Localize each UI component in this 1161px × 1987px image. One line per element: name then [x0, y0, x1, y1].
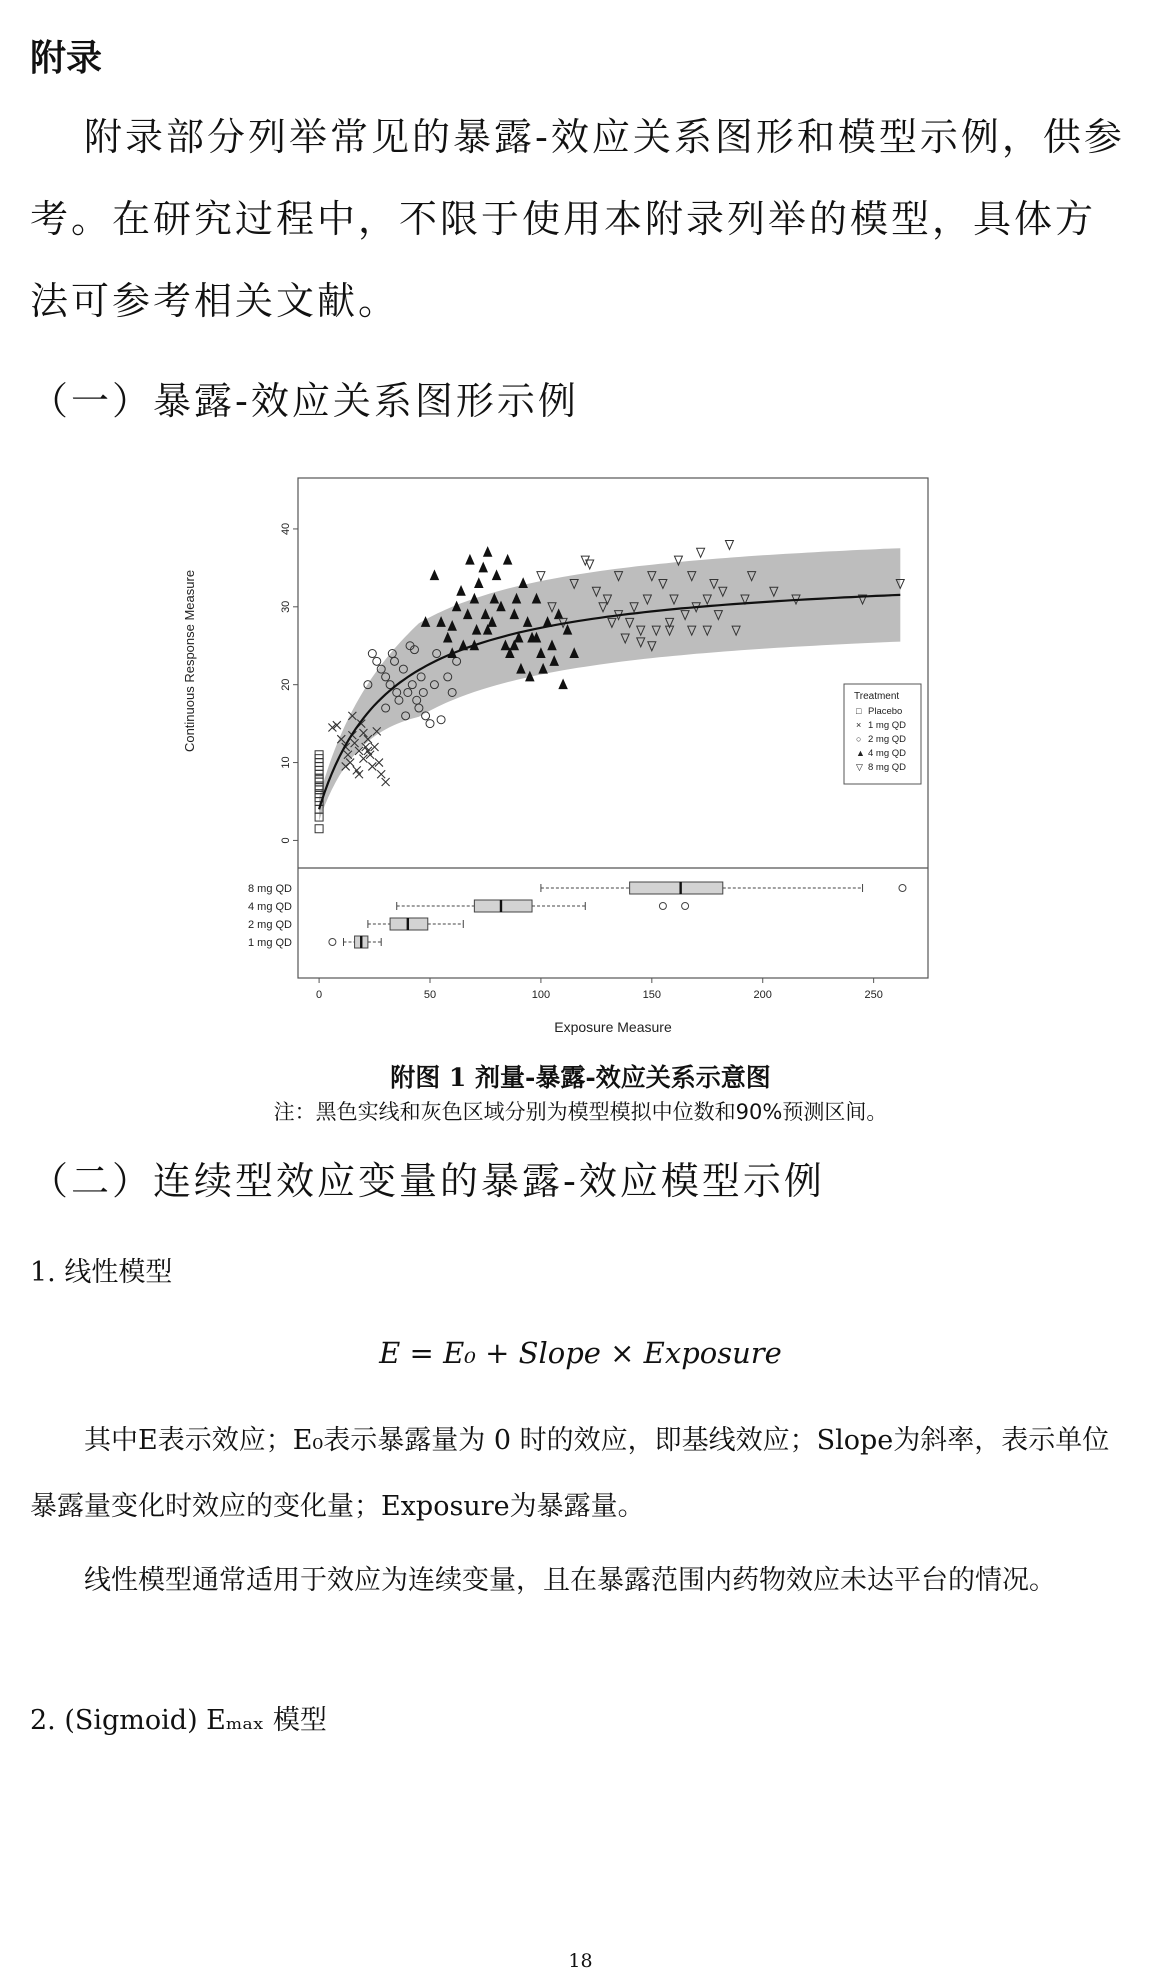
data-point [479, 563, 487, 572]
y-tick-label: 0 [280, 837, 292, 844]
x-tick-label: 50 [423, 989, 437, 1001]
x-tick-label: 250 [864, 989, 883, 1001]
legend-symbol: ▽ [856, 762, 863, 772]
box-iqr [474, 900, 532, 912]
legend-symbol: □ [856, 706, 862, 716]
x-axis-label: Exposure Measure [554, 1019, 672, 1035]
y-axis-label: Continuous Response Measure [182, 569, 197, 753]
box-row-label: 4 mg QD [247, 901, 292, 913]
exposure-response-figure [182, 470, 960, 1040]
legend-entry: Placebo [868, 706, 903, 717]
data-point [377, 770, 385, 778]
x-tick-label: 150 [642, 989, 661, 1001]
box-row-label: 1 mg QD [247, 937, 292, 949]
data-point [426, 720, 434, 728]
data-point [466, 555, 474, 564]
box-iqr [630, 882, 723, 894]
figure-note: 注：黑色实线和灰色区域分别为模型模拟中位数和90%预测区间。 [273, 1100, 888, 1124]
legend-symbol: ○ [856, 734, 862, 744]
section-2-heading: （二）连续型效应变量的暴露-效应模型示例 [30, 1159, 825, 1203]
x-tick-label: 0 [316, 989, 323, 1001]
page-number: 18 [568, 1950, 593, 1972]
data-point [537, 572, 545, 581]
y-tick-label: 30 [280, 600, 292, 613]
linear-model-paragraph: 线性模型通常适用于效应为连续变量，且在暴露范围内药物效应未达平台的情况。 [84, 1565, 1056, 1596]
data-point [457, 586, 465, 595]
box-row-label: 2 mg QD [247, 919, 292, 931]
legend-entry: 8 mg QD [868, 762, 907, 773]
where-paragraph: 其中E表示效应；E₀表示暴露量为 0 时的效应，即基线效应；Slope为斜率，表示单位暴露量变化时效应的变化量；Exposure为暴露量。 [30, 1425, 1110, 1522]
legend-entry: 1 mg QD [868, 720, 907, 731]
data-point [368, 650, 376, 658]
box-outlier [329, 939, 336, 946]
data-point [422, 712, 430, 720]
data-point [437, 716, 445, 724]
item-2-heading: 2. (Sigmoid) Eₘₐₓ 模型 [30, 1705, 327, 1736]
data-point [315, 813, 323, 821]
data-point [315, 825, 323, 833]
figure-caption: 附图 1 剂量-暴露-效应关系示意图 [390, 1063, 771, 1092]
data-point [519, 578, 527, 587]
data-point [697, 548, 705, 557]
prediction-band [319, 548, 903, 821]
box-outlier [899, 885, 906, 892]
legend-symbol: × [856, 720, 862, 730]
data-point [355, 770, 363, 778]
data-point [559, 680, 567, 689]
data-point [504, 555, 512, 564]
y-tick-label: 10 [280, 756, 292, 769]
box-outlier [682, 903, 689, 910]
linear-equation: E = E₀ + Slope × Exposure [379, 1336, 782, 1370]
data-point [430, 571, 438, 580]
legend-entry: 4 mg QD [868, 748, 907, 759]
legend-title: Treatment [854, 691, 900, 702]
legend [844, 684, 921, 784]
data-point [725, 541, 733, 550]
data-point [475, 578, 483, 587]
data-point [581, 556, 589, 565]
item-1-heading: 1. 线性模型 [30, 1257, 173, 1288]
y-tick-label: 40 [280, 522, 292, 536]
x-tick-label: 100 [531, 989, 551, 1001]
data-point [382, 778, 390, 786]
scatter-panel [315, 541, 907, 833]
section-1-heading: （一）暴露-效应关系图形示例 [30, 379, 579, 423]
legend-symbol: ▲ [856, 748, 865, 758]
box-outlier [659, 903, 666, 910]
intro-paragraph: 附录部分列举常见的暴露-效应关系图形和模型示例，供参考。在研究过程中，不限于使用本附录列举的模型，具体方法可参考相关文献。 [30, 115, 1125, 323]
data-point [493, 571, 501, 580]
data-point [484, 547, 492, 556]
data-point [373, 657, 381, 665]
box-row-label: 8 mg QD [247, 883, 292, 895]
y-tick-label: 20 [280, 678, 292, 691]
legend-entry: 2 mg QD [868, 734, 907, 745]
boxplot-panel [248, 882, 906, 949]
x-tick-label: 200 [753, 989, 772, 1001]
appendix-heading: 附录 [30, 38, 103, 79]
